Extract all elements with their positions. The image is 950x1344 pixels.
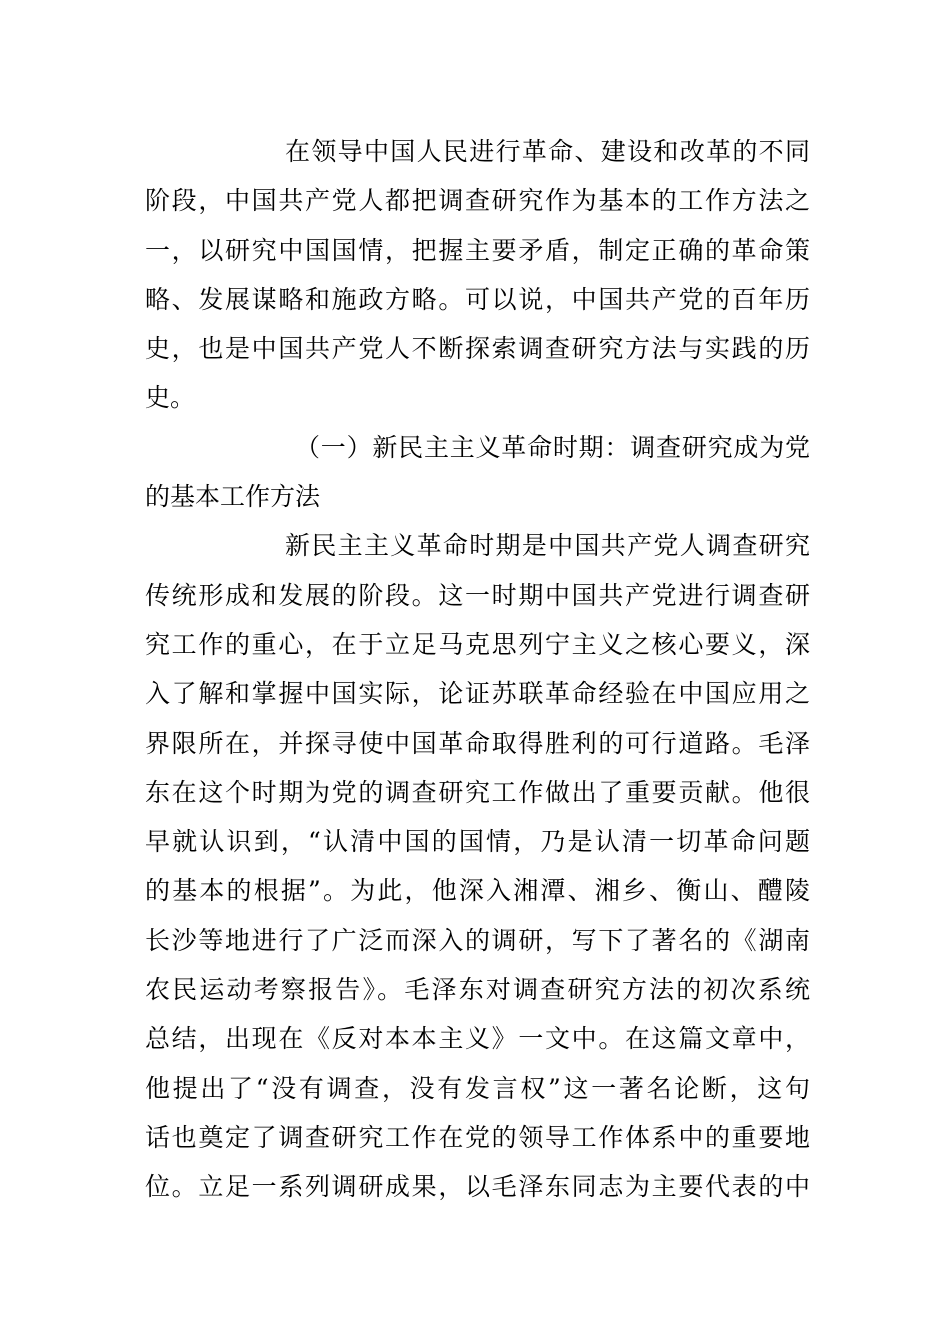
text-line: 早就认识到，“认清中国的国情，乃是认清一切革命问题	[145, 827, 810, 857]
text-line: 一，以研究中国国情，把握主要矛盾，制定正确的革命策	[145, 235, 810, 265]
paragraph-intro	[145, 127, 810, 423]
text-line: 话也奠定了调查研究工作在党的领导工作体系中的重要地	[145, 1122, 810, 1152]
heading-line: 的基本工作方法	[145, 482, 321, 512]
paragraph-new-democratic-revolution	[145, 521, 810, 1211]
text-line: 他提出了“没有调查，没有发言权”这一著名论断，这句	[145, 1073, 810, 1103]
text-line: 史，也是中国共产党人不断探索调查研究方法与实践的历	[145, 334, 810, 364]
text-line: 史。	[145, 383, 196, 413]
text-line: 长沙等地进行了广泛而深入的调研，写下了著名的《湖南	[145, 925, 810, 955]
text-line: 总结，出现在《反对本本主义》一文中。在这篇文章中，	[145, 1024, 810, 1054]
text-line: 界限所在，并探寻使中国革命取得胜利的可行道路。毛泽	[145, 728, 810, 758]
text-line: 传统形成和发展的阶段。这一时期中国共产党进行调查研	[145, 580, 810, 610]
text-line: 东在这个时期为党的调查研究工作做出了重要贡献。他很	[145, 777, 810, 807]
text-line: 的基本的根据”。为此，他深入湘潭、湘乡、衡山、醴陵	[145, 876, 810, 906]
text-line: 在领导中国人民进行革命、建设和改革的不同	[285, 137, 810, 166]
text-line: 农民运动考察报告》。毛泽东对调查研究方法的初次系统	[145, 975, 810, 1005]
text-line: 究工作的重心，在于立足马克思列宁主义之核心要义，深	[145, 629, 810, 659]
text-line: 略、发展谋略和施政方略。可以说，中国共产党的百年历	[145, 284, 810, 314]
document-body	[145, 127, 810, 1212]
text-line: 入了解和掌握中国实际，论证苏联革命经验在中国应用之	[145, 679, 810, 709]
section-heading	[145, 423, 810, 522]
text-line: 阶段，中国共产党人都把调查研究作为基本的工作方法之	[145, 186, 810, 216]
text-line: 新民主主义革命时期是中国共产党人调查研究	[285, 531, 810, 561]
heading-line: （一）新民主主义革命时期：调查研究成为党	[295, 432, 810, 462]
text-line: 位。立足一系列调研成果，以毛泽东同志为主要代表的中	[145, 1172, 810, 1202]
